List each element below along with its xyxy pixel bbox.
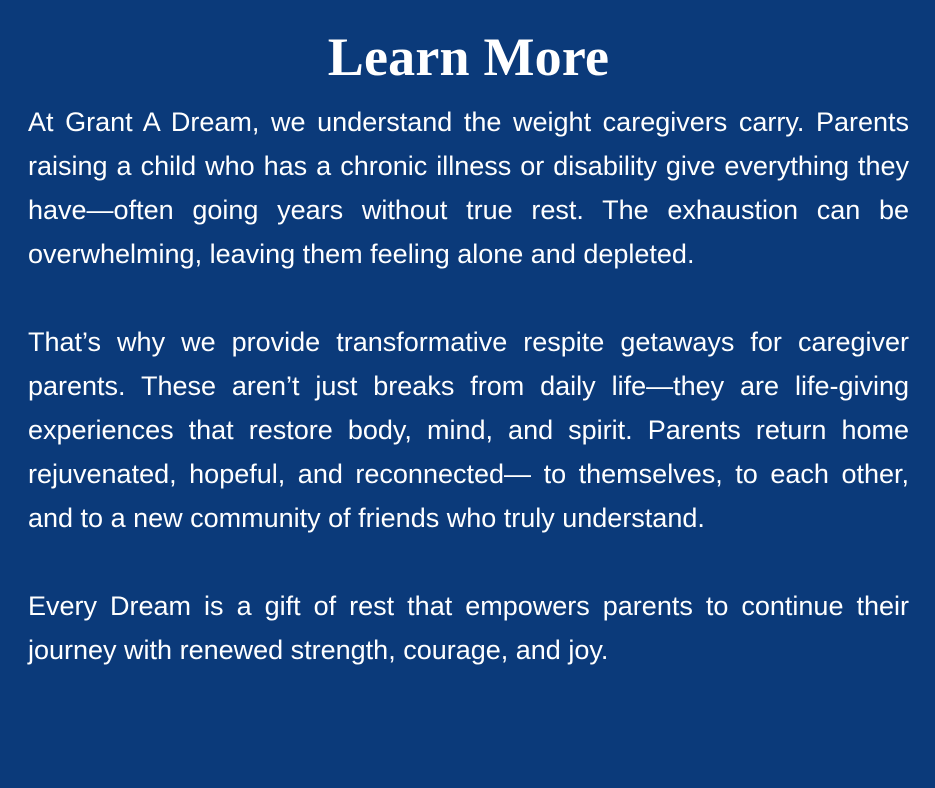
paragraph-spacer (28, 540, 909, 584)
respite-paragraph: That’s why we provide transformative respite getaways for caregiver parents. These aren’t just breaks from daily life—they are life-giving experiences that restore body, mind, and spirit. Parents return home rejuvenated, hopeful, and reconnected— to themselves, to each other, and to a new community of friends who truly understand. (28, 327, 909, 533)
section-title: Learn More (327, 27, 610, 87)
intro-paragraph: At Grant A Dream, we understand the weight caregivers carry. Parents raising a child who has a chronic illness or disability give everything they have—often going years without true rest. The exhaustion can be overwhelming, leaving them feeling alone and depleted. (28, 107, 909, 269)
paragraph-spacer (28, 276, 909, 320)
closing-paragraph: Every Dream is a gift of rest that empowers parents to continue their journey with renewed strength, courage, and joy. (28, 591, 909, 665)
